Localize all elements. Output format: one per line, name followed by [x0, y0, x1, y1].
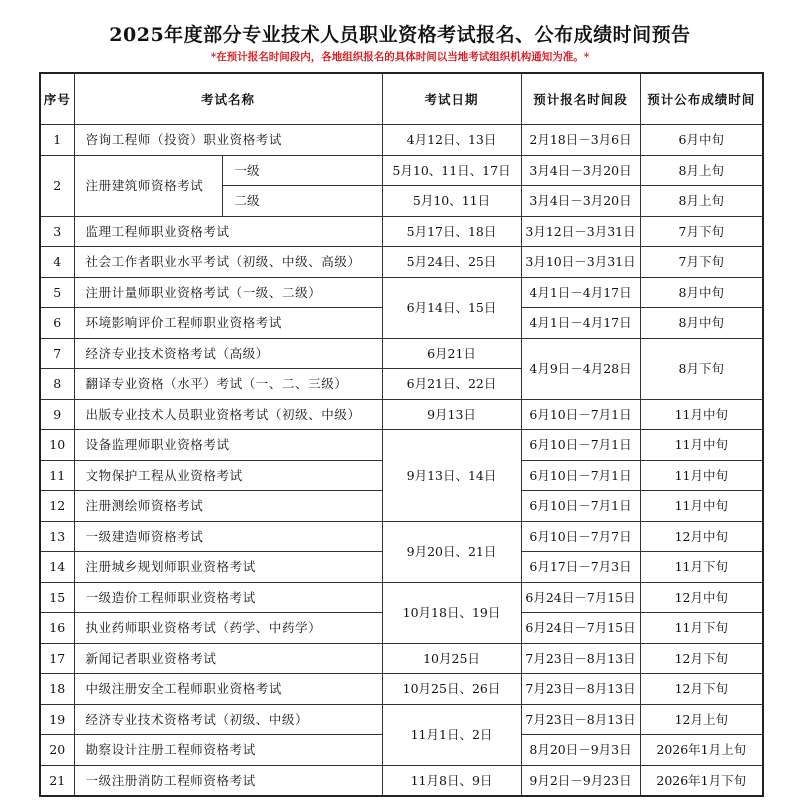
- exam-name-cell: 监理工程师职业资格考试: [74, 216, 382, 247]
- seq-cell: 6: [40, 308, 74, 339]
- exam-name-cell: 出版专业技术人员职业资格考试（初级、中级）: [74, 399, 382, 430]
- result-cell: 8月上旬: [640, 155, 763, 186]
- result-cell: 12月下旬: [640, 643, 763, 674]
- registration-cell: 7月23日－8月13日: [521, 704, 640, 735]
- table-row: [40, 277, 763, 308]
- result-cell: 11月中旬: [640, 491, 763, 522]
- seq-cell: 1: [40, 125, 74, 156]
- result-cell: 8月下旬: [640, 338, 763, 399]
- exam-name-cell: 环境影响评价工程师职业资格考试: [74, 308, 382, 339]
- seq-cell: 12: [40, 491, 74, 522]
- table-row: [40, 399, 763, 430]
- header-exam-name: 考试名称: [74, 73, 382, 125]
- registration-cell: 6月17日－7月3日: [521, 552, 640, 583]
- exam-name-cell: 注册测绘师资格考试: [74, 491, 382, 522]
- table-row: [40, 125, 763, 156]
- registration-cell: 4月1日－4月17日: [521, 277, 640, 308]
- result-cell: 8月上旬: [640, 186, 763, 217]
- registration-cell: 6月24日－7月15日: [521, 582, 640, 613]
- registration-cell: 9月2日－9月23日: [521, 765, 640, 796]
- seq-cell: 4: [40, 247, 74, 278]
- exam-name-cell: 注册建筑师资格考试: [74, 155, 222, 216]
- exam-level-cell: 一级: [222, 155, 382, 186]
- result-cell: 12月中旬: [640, 582, 763, 613]
- registration-cell: 4月9日－4月28日: [521, 338, 640, 399]
- exam-date-cell: 11月1日、2日: [382, 704, 521, 765]
- table-row: [40, 765, 763, 796]
- exam-date-cell: 4月12日、13日: [382, 125, 521, 156]
- exam-name-cell: 中级注册安全工程师职业资格考试: [74, 674, 382, 705]
- exam-name-cell: 勘察设计注册工程师资格考试: [74, 735, 382, 766]
- header-registration-period: 预计报名时间段: [521, 73, 640, 125]
- seq-cell: 9: [40, 399, 74, 430]
- result-cell: 6月中旬: [640, 125, 763, 156]
- table-row: [40, 430, 763, 461]
- table-row: [40, 521, 763, 552]
- header-result-time: 预计公布成绩时间: [640, 73, 763, 125]
- registration-cell: 2月18日－3月6日: [521, 125, 640, 156]
- exam-name-cell: 注册城乡规划师职业资格考试: [74, 552, 382, 583]
- exam-level-cell: 二级: [222, 186, 382, 217]
- table-row: [40, 674, 763, 705]
- table-row: [40, 704, 763, 735]
- table-row: [40, 247, 763, 278]
- registration-cell: 6月10日－7月1日: [521, 491, 640, 522]
- table-row: [40, 338, 763, 369]
- exam-name-cell: 咨询工程师（投资）职业资格考试: [74, 125, 382, 156]
- seq-cell: 18: [40, 674, 74, 705]
- result-cell: 12月上旬: [640, 704, 763, 735]
- result-cell: 7月下旬: [640, 247, 763, 278]
- exam-date-cell: 11月8日、9日: [382, 765, 521, 796]
- exam-date-cell: 6月21日、22日: [382, 369, 521, 400]
- exam-date-cell: 10月25日、26日: [382, 674, 521, 705]
- result-cell: 11月中旬: [640, 430, 763, 461]
- header-exam-date: 考试日期: [382, 73, 521, 125]
- table-row: [40, 643, 763, 674]
- registration-cell: 6月10日－7月1日: [521, 430, 640, 461]
- exam-name-cell: 一级注册消防工程师资格考试: [74, 765, 382, 796]
- registration-cell: 7月23日－8月13日: [521, 643, 640, 674]
- seq-cell: 19: [40, 704, 74, 735]
- seq-cell: 20: [40, 735, 74, 766]
- seq-cell: 14: [40, 552, 74, 583]
- seq-cell: 3: [40, 216, 74, 247]
- seq-cell: 16: [40, 613, 74, 644]
- registration-cell: 3月4日－3月20日: [521, 186, 640, 217]
- seq-cell: 8: [40, 369, 74, 400]
- registration-cell: 3月4日－3月20日: [521, 155, 640, 186]
- registration-cell: 7月23日－8月13日: [521, 674, 640, 705]
- registration-cell: 6月10日－7月7日: [521, 521, 640, 552]
- exam-name-cell: 经济专业技术资格考试（高级）: [74, 338, 382, 369]
- result-cell: 11月中旬: [640, 399, 763, 430]
- registration-cell: 6月24日－7月15日: [521, 613, 640, 644]
- exam-date-cell: 5月24日、25日: [382, 247, 521, 278]
- table-row: [40, 216, 763, 247]
- seq-cell: 11: [40, 460, 74, 491]
- exam-name-cell: 经济专业技术资格考试（初级、中级）: [74, 704, 382, 735]
- exam-date-cell: 10月25日: [382, 643, 521, 674]
- result-cell: 2026年1月下旬: [640, 765, 763, 796]
- exam-name-cell: 一级建造师资格考试: [74, 521, 382, 552]
- exam-name-cell: 文物保护工程从业资格考试: [74, 460, 382, 491]
- result-cell: 12月下旬: [640, 674, 763, 705]
- exam-name-cell: 一级造价工程师职业资格考试: [74, 582, 382, 613]
- result-cell: 11月下旬: [640, 552, 763, 583]
- exam-name-cell: 设备监理师职业资格考试: [74, 430, 382, 461]
- seq-cell: 21: [40, 765, 74, 796]
- result-cell: 7月下旬: [640, 216, 763, 247]
- result-cell: 11月下旬: [640, 613, 763, 644]
- exam-date-cell: 6月21日: [382, 338, 521, 369]
- seq-cell: 10: [40, 430, 74, 461]
- registration-cell: 3月12日－3月31日: [521, 216, 640, 247]
- result-cell: 2026年1月上旬: [640, 735, 763, 766]
- exam-date-cell: 10月18日、19日: [382, 582, 521, 643]
- registration-cell: 6月10日－7月1日: [521, 460, 640, 491]
- table-row: [40, 155, 763, 186]
- seq-cell: 13: [40, 521, 74, 552]
- result-cell: 11月中旬: [640, 460, 763, 491]
- notice-text: *在预计报名时间段内，各地组织报名的具体时间以当地考试组织机构通知为准。*: [210, 51, 590, 63]
- exam-name-cell: 社会工作者职业水平考试（初级、中级、高级）: [74, 247, 382, 278]
- exam-schedule-table: [39, 72, 764, 797]
- registration-cell: 4月1日－4月17日: [521, 308, 640, 339]
- registration-cell: 8月20日－9月3日: [521, 735, 640, 766]
- exam-date-cell: 5月10、11日: [382, 186, 521, 217]
- exam-name-cell: 执业药师职业资格考试（药学、中药学）: [74, 613, 382, 644]
- header-row: [40, 73, 763, 125]
- page-title: 2025年度部分专业技术人员职业资格考试报名、公布成绩时间预告: [109, 24, 691, 46]
- table-row: [40, 582, 763, 613]
- exam-date-cell: 5月10、11日、17日: [382, 155, 521, 186]
- exam-name-cell: 注册计量师职业资格考试（一级、二级）: [74, 277, 382, 308]
- seq-cell: 15: [40, 582, 74, 613]
- result-cell: 8月中旬: [640, 277, 763, 308]
- exam-date-cell: 5月17日、18日: [382, 216, 521, 247]
- registration-cell: 6月10日－7月1日: [521, 399, 640, 430]
- seq-cell: 7: [40, 338, 74, 369]
- exam-date-cell: 6月14日、15日: [382, 277, 521, 338]
- exam-name-cell: 翻译专业资格（水平）考试（一、二、三级）: [74, 369, 382, 400]
- result-cell: 8月中旬: [640, 308, 763, 339]
- exam-name-cell: 新闻记者职业资格考试: [74, 643, 382, 674]
- exam-date-cell: 9月20日、21日: [382, 521, 521, 582]
- seq-cell: 5: [40, 277, 74, 308]
- result-cell: 12月中旬: [640, 521, 763, 552]
- registration-cell: 3月10日－3月31日: [521, 247, 640, 278]
- seq-cell: 17: [40, 643, 74, 674]
- seq-cell: 2: [40, 155, 74, 216]
- header-seq: 序号: [40, 73, 74, 125]
- exam-date-cell: 9月13日、14日: [382, 430, 521, 522]
- exam-date-cell: 9月13日: [382, 399, 521, 430]
